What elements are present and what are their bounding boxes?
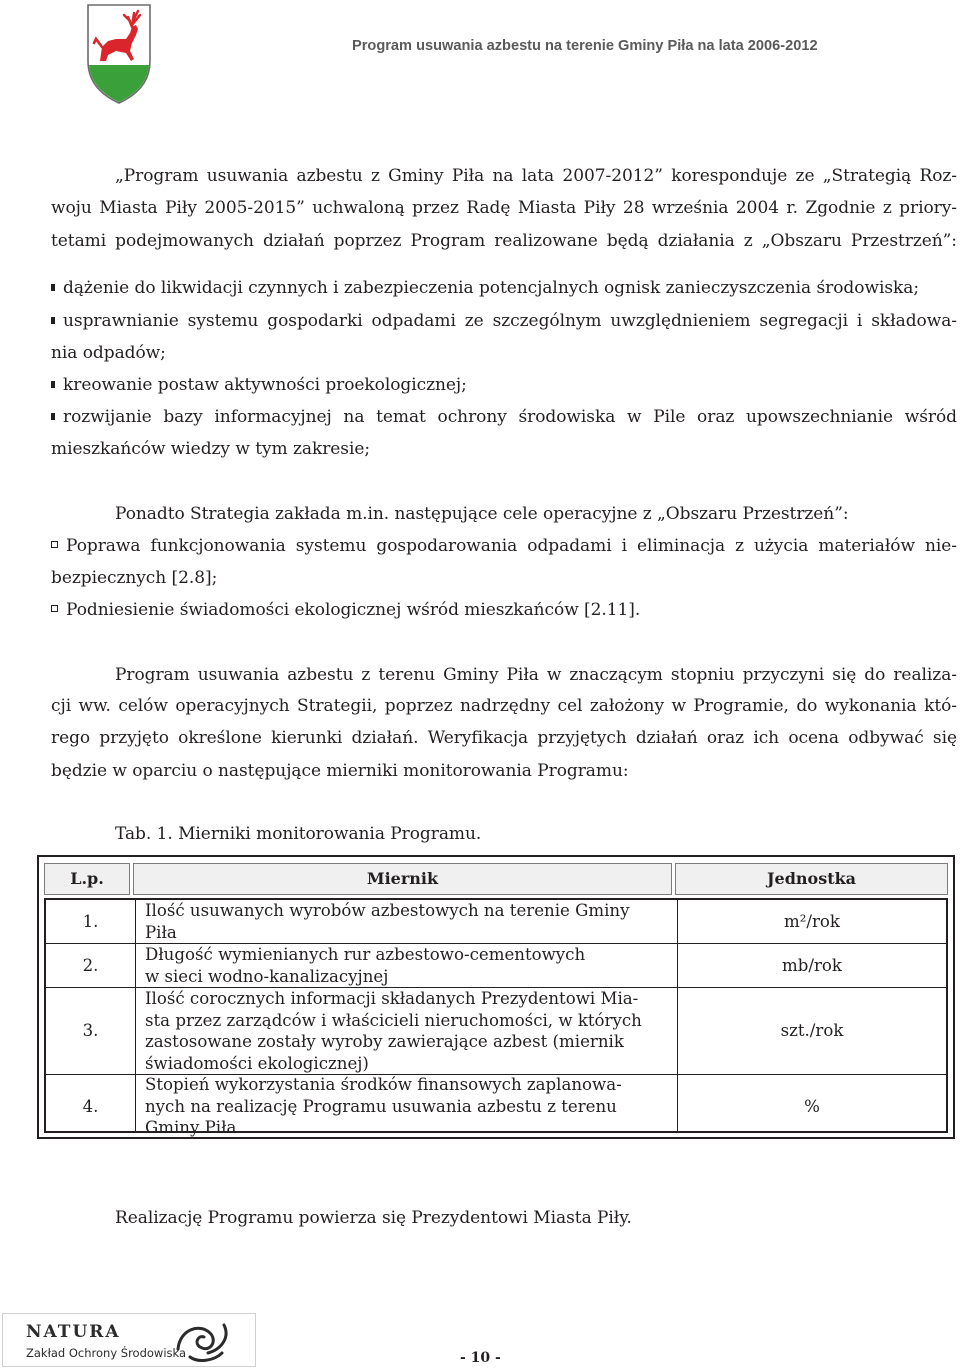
objective-item-continued: bezpiecznych [2.8]; [51,568,218,588]
header-jednostka: Jednostka [675,863,948,895]
program-paragraph-line: rego przyjęto określone kierunki działań. Weryfikacja przyjętych działań oraz ich ocena odbywać się [51,728,957,748]
header-lp: L.p. [44,863,130,895]
priority-item-continued: nia odpadów; [51,343,166,363]
intro-line: tetami podejmowanych działań poprzez Program realizowane będą działania z „Obszaru Przestrzeń”: [51,231,957,251]
program-paragraph-line: Program usuwania azbestu z terenu Gminy Piła w znaczącym stopniu przyczyni się do realiza- [115,665,957,685]
priority-item: usprawnianie systemu gospodarki odpadami ze szczególnym uwzględnieniem segregacji i składowa- [51,305,957,337]
program-paragraph-line: będzie w oparciu o następujące mierniki monitorowania Programu: [51,761,629,781]
objective-item: Poprawa funkcjonowania systemu gospodarowania odpadami i eliminacja z użycia materiałów nie- [51,530,957,562]
strategy-intro: Ponadto Strategia zakłada m.in. następujące cele operacyjne z „Obszaru Przestrzeń”: [115,504,849,524]
intro-line: woju Miasta Piły 2005-2015” uchwaloną przez Radę Miasta Piły 28 września 2004 r. Zgodnie z priory- [51,198,957,218]
table-caption: Tab. 1. Mierniki monitorowania Programu. [115,824,482,844]
hollow-bullet-icon [51,605,58,612]
column-divider [135,900,136,1131]
bullet-icon [51,381,55,388]
header-miernik: Miernik [133,863,672,895]
table-cell-jednostka: mb/rok [782,956,842,975]
intro-line: „Program usuwania azbestu z Gminy Piła na lata 2007-2012” koresponduje ze „Strategią Roz- [115,166,957,186]
table-cell-jednostka: % [804,1097,820,1116]
priority-item: kreowanie postaw aktywności proekologicznej; [51,369,957,401]
table-cell-miernik: Ilość usuwanych wyrobów azbestowych na terenie Gminy Piła [145,901,630,942]
priority-item: rozwijanie bazy informacyjnej na temat ochrony środowiska w Pile oraz upowszechnianie wśród [51,401,957,433]
logo-name: NATURA [26,1322,121,1342]
table-cell-jednostka: szt./rok [780,1021,844,1040]
coat-of-arms-icon [86,3,152,105]
header-title: Program usuwania azbestu na terenie Gminy Piła na lata 2006-2012 [352,38,818,54]
table-cell-miernik: Stopień wykorzystania środków finansowych zaplanowa- nych na realizację Programu usuwania azbestu z terenu Gminy Piła [145,1075,622,1137]
priority-item-continued: mieszkańców wiedzy w tym zakresie; [51,439,371,459]
objective-item: Podniesienie świadomości ekologicznej wśród mieszkańców [2.11]. [51,594,957,626]
table-cell-lp: 2. [82,956,99,975]
closing-sentence: Realizację Programu powierza się Prezydentowi Miasta Piły. [115,1208,632,1228]
table-body [44,898,948,1137]
table-cell-lp: 3. [82,1021,99,1040]
page-number: - 10 - [460,1350,501,1366]
bullet-icon [51,413,55,420]
table-cell-lp: 1. [82,912,99,931]
logo-subtitle: Zakład Ochrony Środowiska [26,1346,187,1360]
natura-logo [2,1313,256,1367]
hollow-bullet-icon [51,541,58,548]
program-paragraph-line: cji ww. celów operacyjnych Strategii, poprzez nadrzędny cel założony w Programie, do wykonania któ- [51,696,957,716]
bullet-icon [51,284,55,291]
bullet-icon [51,317,55,324]
indicators-table [37,855,955,1139]
table-cell-miernik: Długość wymienianych rur azbestowo-cementowych w sieci wodno-kanalizacyjnej [145,945,586,986]
priority-item: dążenie do likwidacji czynnych i zabezpieczenia potencjalnych ognisk zanieczyszczenia środowiska; [51,272,957,304]
table-cell-lp: 4. [82,1097,99,1116]
table-cell-jednostka: m²/rok [784,912,840,931]
table-cell-miernik: Ilość corocznych informacji składanych Prezydentowi Mia- sta przez zarządców i właścicieli nieruchomości, w których zastosowane zostały wyroby zawierające azbest (miernik świadomości ekologicznej) [145,989,642,1073]
